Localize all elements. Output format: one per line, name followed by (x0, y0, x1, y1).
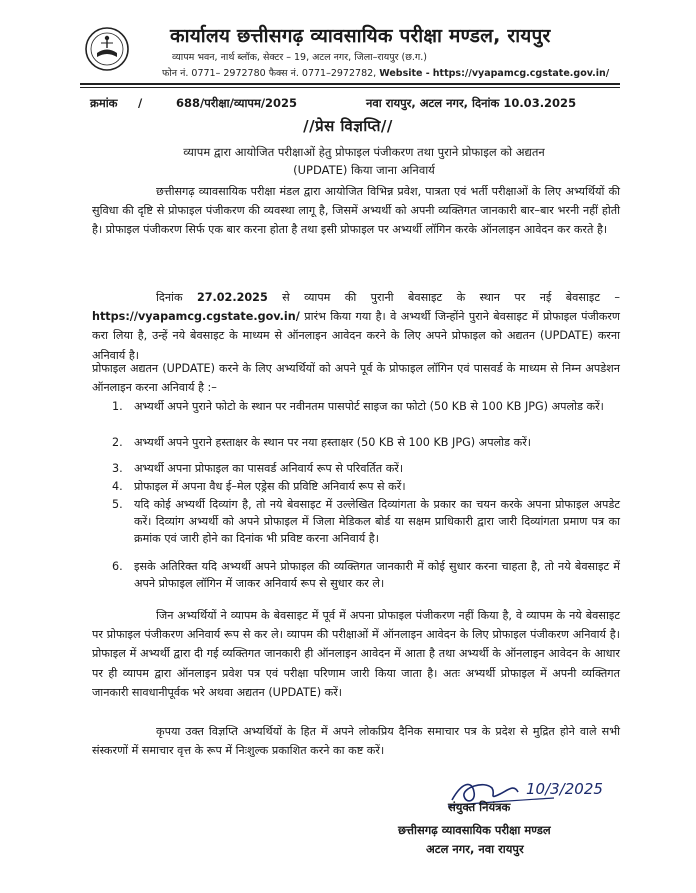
paragraph-4: जिन अभ्यर्थियों ने व्यापम के बेवसाइट में पूर्व में अपना प्रोफाइल पंजीकरण नहीं किया है, वे व्यापम के नये बेवसाइट पर प्रोफाइल पंजीकरण अनिवार्य रूप से कर ले। व्यापम की परीक्षाओं में ऑनलाइन आवेदन के लिए प्रोफाइल पंजीकरण अनिवार्य है। प्रोफाइल में अभ्यर्थी द्वारा दी गई व्यक्तिगत जानकारी ही ऑनलाइन आवेदन में आता है तथा अभ्यर्थी के ऑनलाइन आवेदन के आधार पर ही व्यापम द्वारा ऑनलाइन प्रवेश पत्र एवं परीक्षा परिणाम जारी किया जाता है। अतः अभ्यर्थी प्रोफाइल में अपनी व्यक्तिगत जानकारी सावधानीपूर्वक भरे अथवा अद्यतन (UPDATE) करें। (92, 609, 620, 699)
contact-line (162, 66, 609, 79)
signatory-organization: छत्तीसगढ़ व्यावसायिक परीक्षा मण्डल (398, 823, 551, 837)
website-link[interactable]: https://vyapamcg.cgstate.gov.in/ (432, 68, 610, 79)
para2-prefix: दिनांक (156, 291, 183, 304)
paragraph-2 (92, 288, 620, 365)
list-item-number: 2. (112, 436, 123, 449)
para2-text: से व्यापम की पुरानी बेवसाइट के स्थान पर नई बेवसाइट – (282, 291, 620, 304)
press-release-title: //प्रेस विज्ञप्ति// (303, 117, 393, 135)
paragraph-5: कृपया उक्त विज्ञप्ति अभ्यर्थियों के हित में अपने लोकप्रिय दैनिक समाचार पत्र के प्रदेश से मुद्रित होने वाले सभी संस्करणों में समाचार वृत्त के रूप में निःशुल्क प्रकाशित करने का कष्ट करें। (92, 725, 620, 758)
website-label: Website - (379, 68, 430, 79)
list-item (112, 460, 620, 477)
para2-rest: प्रारंभ किया गया है। वे अभ्यर्थी जिन्होंने पुराने बेवसाइट में प्रोफाइल पंजीकरण करा लिया है, उन्हें नये बेवसाइट के माध्यम से ऑनलाइन आवेदन करने के लिए अपने प्रोफाइल को अद्यतन (UPDATE) करना अनिवार्य है। (92, 310, 620, 362)
place-date: नवा रायपुर, अटल नगर, दिनांक 10.03.2025 (366, 96, 577, 110)
list-item-text: अभ्यर्थी अपने पुराने हस्ताक्षर के स्थान पर नया हस्ताक्षर (50 KB से 100 KB JPG) अपलोड करें। (134, 436, 532, 449)
header-divider-thin (80, 87, 620, 88)
list-item-text: अभ्यर्थी अपने पुराने फोटो के स्थान पर नवीनतम पासपोर्ट साइज का फोटो (50 KB से 100 KB JPG) अपलोड करें। (134, 400, 604, 413)
list-item-number: 5. (112, 498, 123, 511)
list-item-number: 4. (112, 480, 123, 493)
subject (104, 143, 624, 179)
fax-number: 0771–2972782, (301, 68, 377, 79)
letter-department: /परीक्षा/व्यापम/2025 (200, 96, 298, 110)
list-item (112, 496, 620, 547)
new-website-link[interactable]: https://vyapamcg.cgstate.gov.in/ (92, 310, 300, 324)
list-item-text: प्रोफाइल में अपना वैध ई–मेल एड्रेस की प्रविष्टि अनिवार्य रूप से करें। (134, 480, 406, 493)
vyapam-logo-icon (84, 26, 130, 72)
list-item-number: 1. (112, 400, 123, 413)
subject-line-1: व्यापम द्वारा आयोजित परीक्षाओं हेतु प्रोफाइल पंजीकरण तथा पुराने प्रोफाइल को अद्यतन (183, 145, 545, 159)
paragraph-1: छत्तीसगढ़ व्यावसायिक परीक्षा मंडल द्वारा आयोजित विभिन्न प्रवेश, पात्रता एवं भर्ती परीक्षाओं के लिए अभ्यर्थियों की सुविधा की दृष्टि से प्रोफाइल पंजीकरण की व्यवस्था लागू है, जिसमें अभ्यर्थी को अपनी व्यक्तिगत जानकारी बार–बार भरनी नहीं होती है। प्रोफाइल पंजीकरण सिर्फ एक बार करना होता है तथा इसी प्रोफाइल पर अभ्यर्थी लॉगिन करके ऑनलाइन आवेदन कर करते है। (92, 185, 620, 237)
list-item-number: 3. (112, 462, 123, 475)
list-item-text: इसके अतिरिक्त यदि अभ्यर्थी अपने प्रोफाइल की व्यक्तिगत जानकारी में कोई सुधार करना चाहता है, तो नये बेवसाइट में अपने प्रोफाइल लॉगिन में जाकर अनिवार्य रूप से सुधार कर ले। (134, 560, 620, 590)
phone-label: फोन नं. (162, 68, 189, 79)
signatory-title: संयुक्त नियंत्रक (448, 800, 511, 814)
kramank-slash: / (138, 96, 143, 110)
list-item-text: यदि कोई अभ्यर्थी दिव्यांग है, तो नये बेवसाइट में उल्लेखित दिव्यांगता के प्रकार का चयन करके अपना प्रोफाइल अपडेट करें। दिव्यांग अभ्यर्थी को अपने प्रोफाइल में जिला मेडिकल बोर्ड या सक्षम प्राधिकारी द्वारा जारी दिव्यांगता प्रमाण पत्र का क्रमांक एवं जारी होने का दिनांक भी प्रविष्ट करना अनिवार्य है। (134, 498, 620, 545)
fax-label: फैक्स नं. (268, 68, 299, 79)
list-item (112, 478, 620, 495)
signatory-place: अटल नगर, नवा रायपुर (426, 842, 524, 856)
header-divider (80, 83, 620, 85)
phone-number: 0771– 2972780 (191, 68, 266, 79)
signature-date: 10/3/2025 (526, 780, 603, 798)
paragraph-3: प्रोफाइल अद्यतन (UPDATE) करने के लिए अभ्यर्थियों को अपने पूर्व के प्रोफाइल लॉगिन एवं पासवर्ड के माध्यम से निम्न अपडेशन ऑनलाइन करना अनिवार्य है :– (92, 362, 620, 395)
list-item (112, 558, 620, 592)
letter-number: 688 (176, 96, 201, 110)
para2-date: 27.02.2025 (196, 291, 268, 304)
list-item (112, 434, 620, 451)
subject-line-2: (UPDATE) किया जाना अनिवार्य (293, 163, 435, 177)
list-item (112, 398, 620, 415)
office-title: कार्यालय छत्तीसगढ़ व्यावसायिक परीक्षा मण्डल, रायपुर (170, 25, 551, 47)
office-address: व्यापम भवन, नार्थ ब्लॉक, सेक्टर – 19, अटल नगर, जिला–रायपुर (छ.ग.) (172, 52, 427, 63)
kramank-label: क्रमांक (90, 96, 118, 110)
list-item-text: अभ्यर्थी अपना प्रोफाइल का पासवर्ड अनिवार्य रूप से परिवर्तित करें। (134, 462, 404, 475)
list-item-number: 6. (112, 560, 123, 573)
